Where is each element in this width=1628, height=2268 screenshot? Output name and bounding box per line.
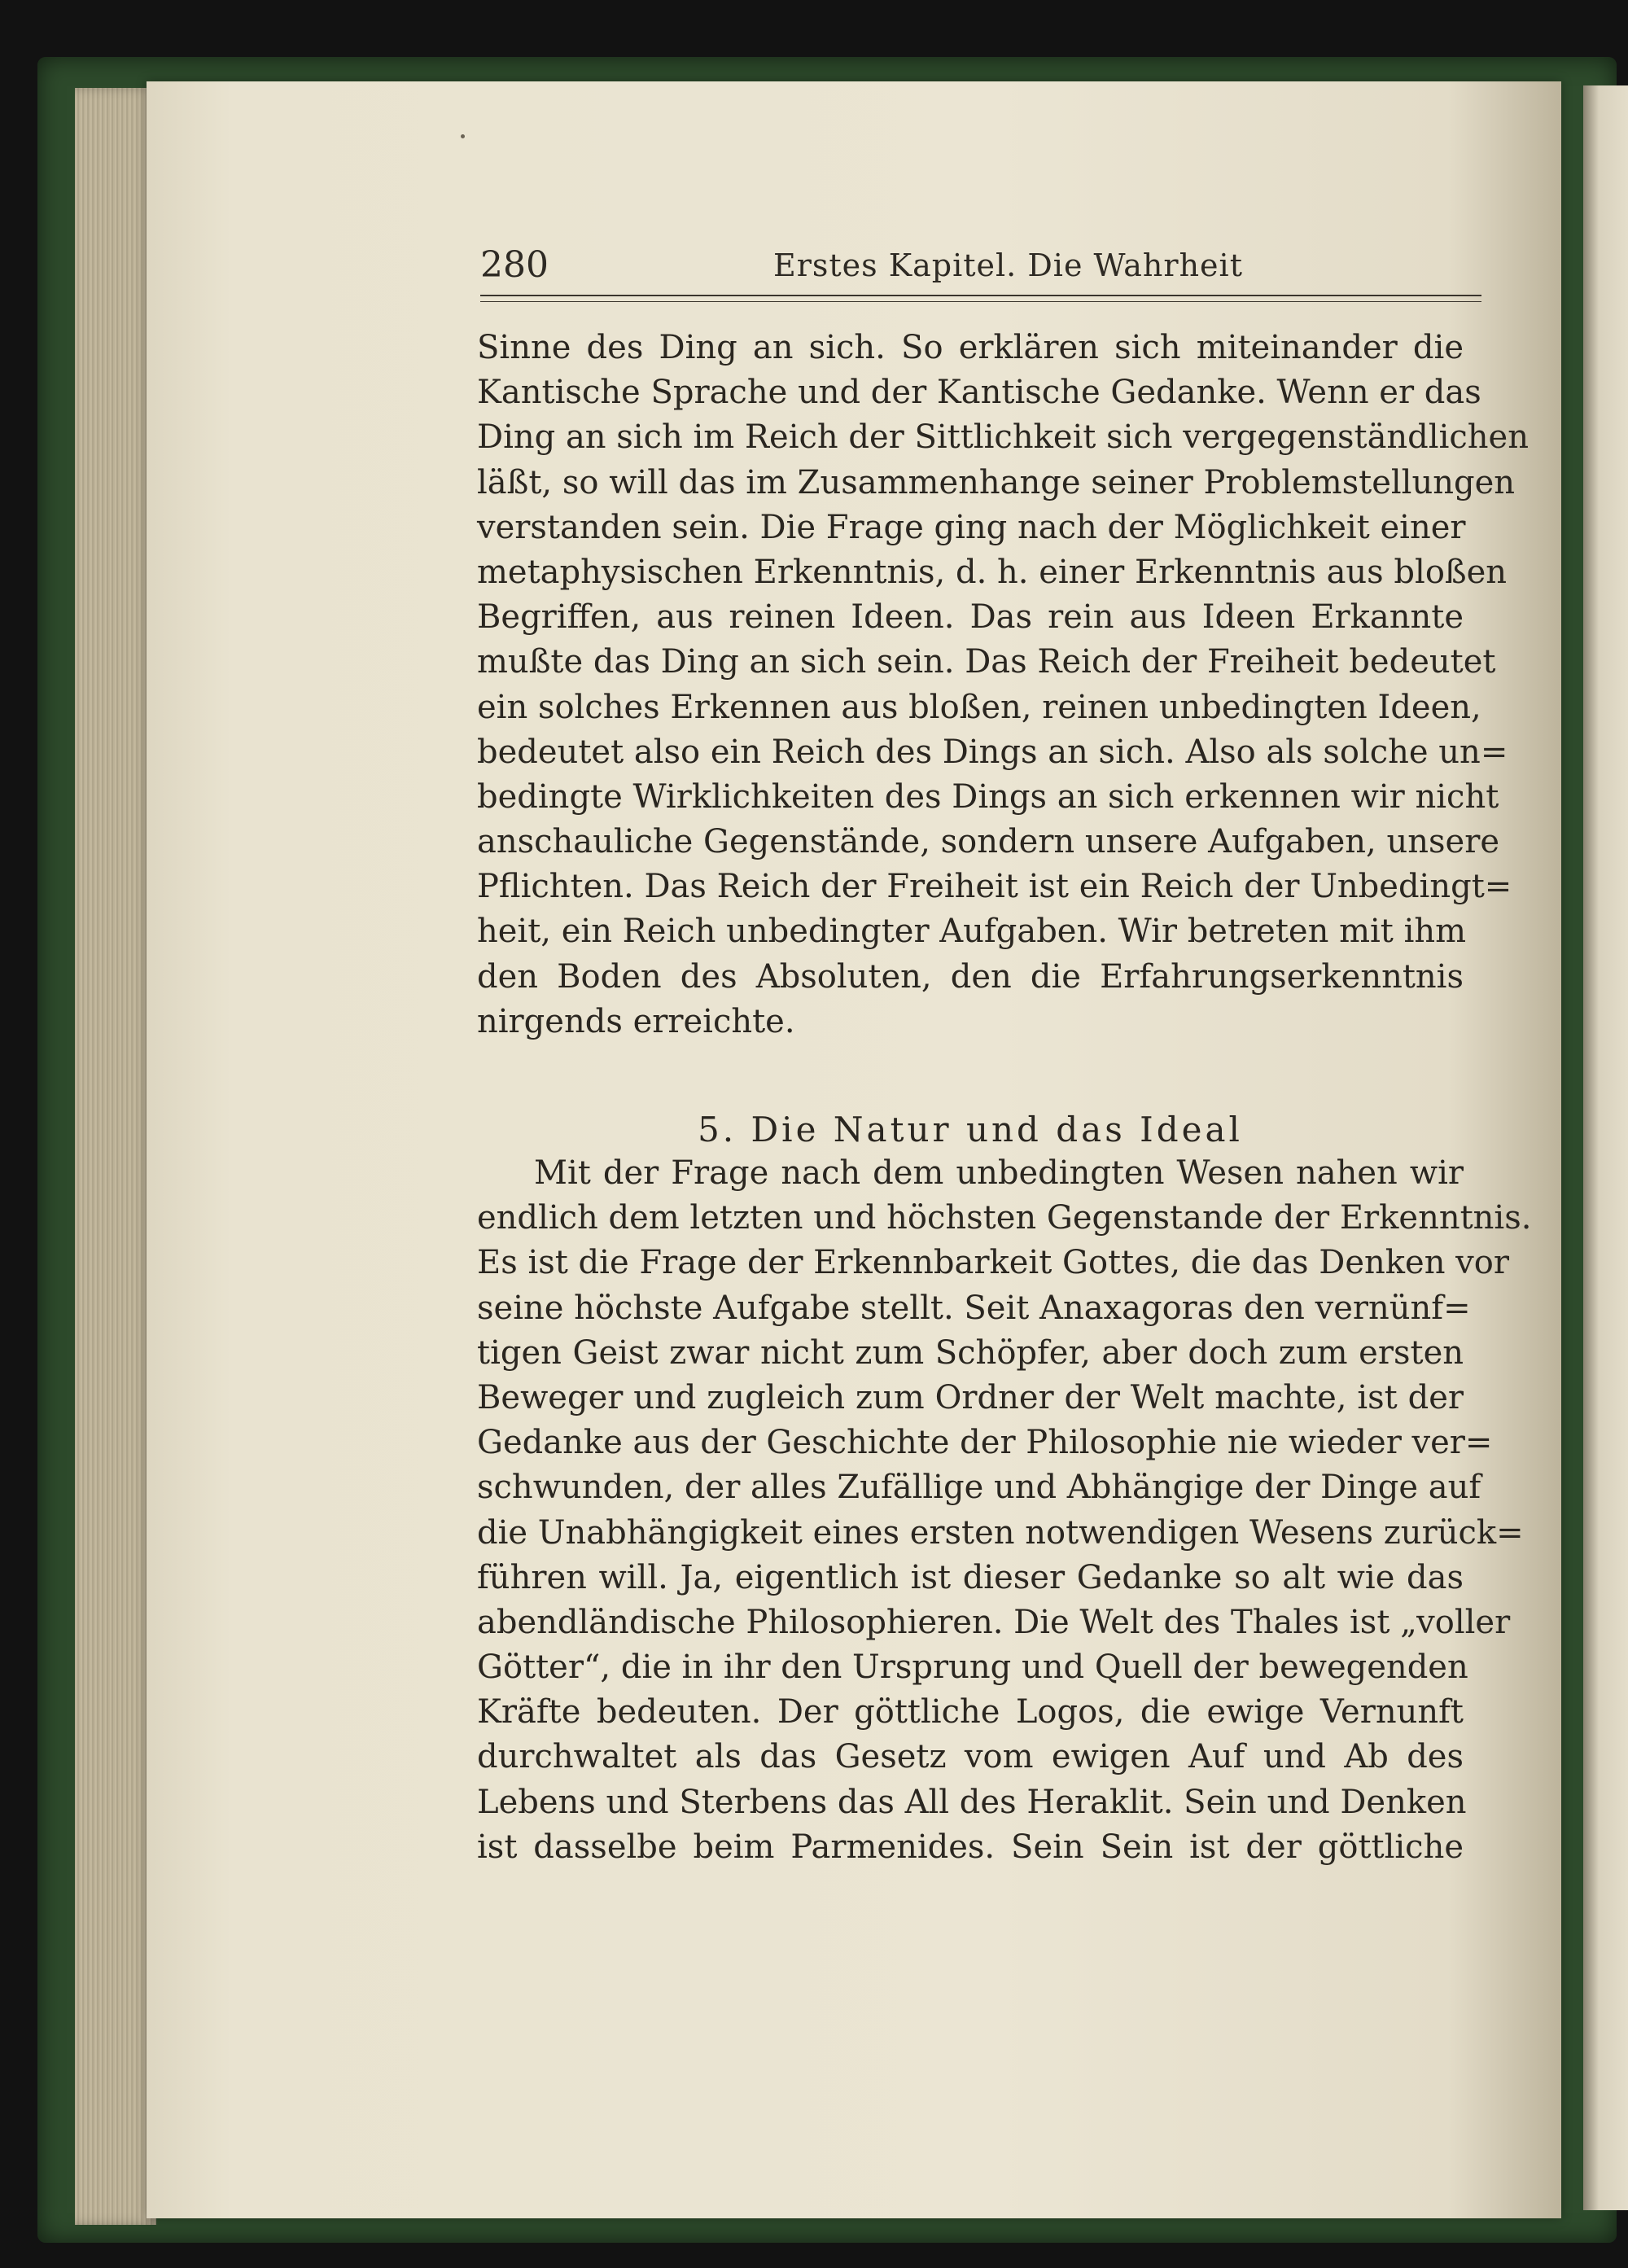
text-line: heit, ein Reich unbedingter Aufgaben. Wir betreten mit ihm [477,913,1467,951]
text-line: Mit der Frage nach dem unbedingten Wesen nahen wir [534,1154,1464,1192]
header-rule [480,295,1481,296]
text-line: Sinne des Ding an sich. So erklären sich miteinander die [477,329,1464,366]
text-line: nirgends erreichte. [477,1002,795,1040]
header-rule-thin [480,301,1481,302]
text-line: führen will. Ja, eigentlich ist dieser Gedanke so alt wie das [477,1558,1464,1596]
page-edges [75,88,156,2225]
text-line: Ding an sich im Reich der Sittlichkeit sich vergegenständlichen [477,418,1529,457]
text-line: Begriffen, aus reinen Ideen. Das rein aus Ideen Erkannte [477,598,1464,637]
facing-page-edge [1583,85,1628,2210]
text-line: endlich dem letzten und höchsten Gegenstande der Erkenntnis. [477,1199,1532,1237]
text-line: bedingte Wirklichkeiten des Dings an sich erkennen wir nicht [477,777,1499,816]
text-line: bedeutet also ein Reich des Dings an sich. Also als solche un= [477,733,1508,771]
text-line: Pflichten. Das Reich der Freiheit ist ein Reich der Unbedingt= [477,868,1512,906]
text-line: tigen Geist zwar nicht zum Schöpfer, aber doch zum ersten [477,1333,1464,1372]
text-line: Kräfte bedeuten. Der göttliche Logos, die ewige Vernunft [477,1693,1464,1732]
text-line: schwunden, der alles Zufällige und Abhängige der Dinge auf [477,1469,1481,1507]
text-line: Lebens und Sterbens das All des Heraklit. Sein und Denken [477,1783,1467,1821]
text-line: abendländische Philosophieren. Die Welt des Thales ist „voller [477,1603,1511,1641]
text-line: die Unabhängigkeit eines ersten notwendigen Wesens zurück= [477,1513,1524,1552]
text-line: seine höchste Aufgabe stellt. Seit Anaxagoras den vernünf= [477,1289,1471,1327]
dust-speck [461,134,465,138]
text-line: ist dasselbe beim Parmenides. Sein Sein ist der göttliche [477,1828,1464,1866]
running-head [480,241,1481,290]
text-line: anschauliche Gegenstände, sondern unsere Aufgaben, unsere [477,823,1499,861]
text-line: mußte das Ding an sich sein. Das Reich der Freiheit bedeutet [477,643,1496,681]
page-number: 280 [480,244,549,286]
text-line: läßt, so will das im Zusammenhange seiner Problemstellungen [477,463,1516,501]
paragraph-2 [477,1151,1532,1870]
text-line: Beweger und zugleich zum Ordner der Welt machte, ist der [477,1378,1464,1416]
text-line: metaphysischen Erkenntnis, d. h. einer Erkenntnis aus bloßen [477,553,1508,591]
text-line: durchwaltet als das Gesetz vom ewigen Auf und Ab des [477,1738,1464,1776]
paragraph-1 [477,326,1529,1044]
text-line: Götter“, die in ihr den Ursprung und Quell der bewegenden [477,1648,1468,1687]
chapter-title: Erstes Kapitel. Die Wahrheit [773,247,1243,283]
text-line: ein solches Erkennen aus bloßen, reinen unbedingten Ideen, [477,688,1481,726]
text-line: Es ist die Frage der Erkennbarkeit Gottes, die das Denken vor [477,1244,1509,1282]
text-line: den Boden des Absoluten, den die Erfahrungserkenntnis [477,957,1464,996]
text-line: Gedanke aus der Geschichte der Philosophie nie wieder ver= [477,1424,1493,1462]
text-line: Kantische Sprache und der Kantische Gedanke. Wenn er das [477,374,1481,412]
text-line: verstanden sein. Die Frage ging nach der Möglichkeit einer [477,508,1466,546]
section-heading: 5. Die Natur und das Ideal [698,1110,1243,1149]
